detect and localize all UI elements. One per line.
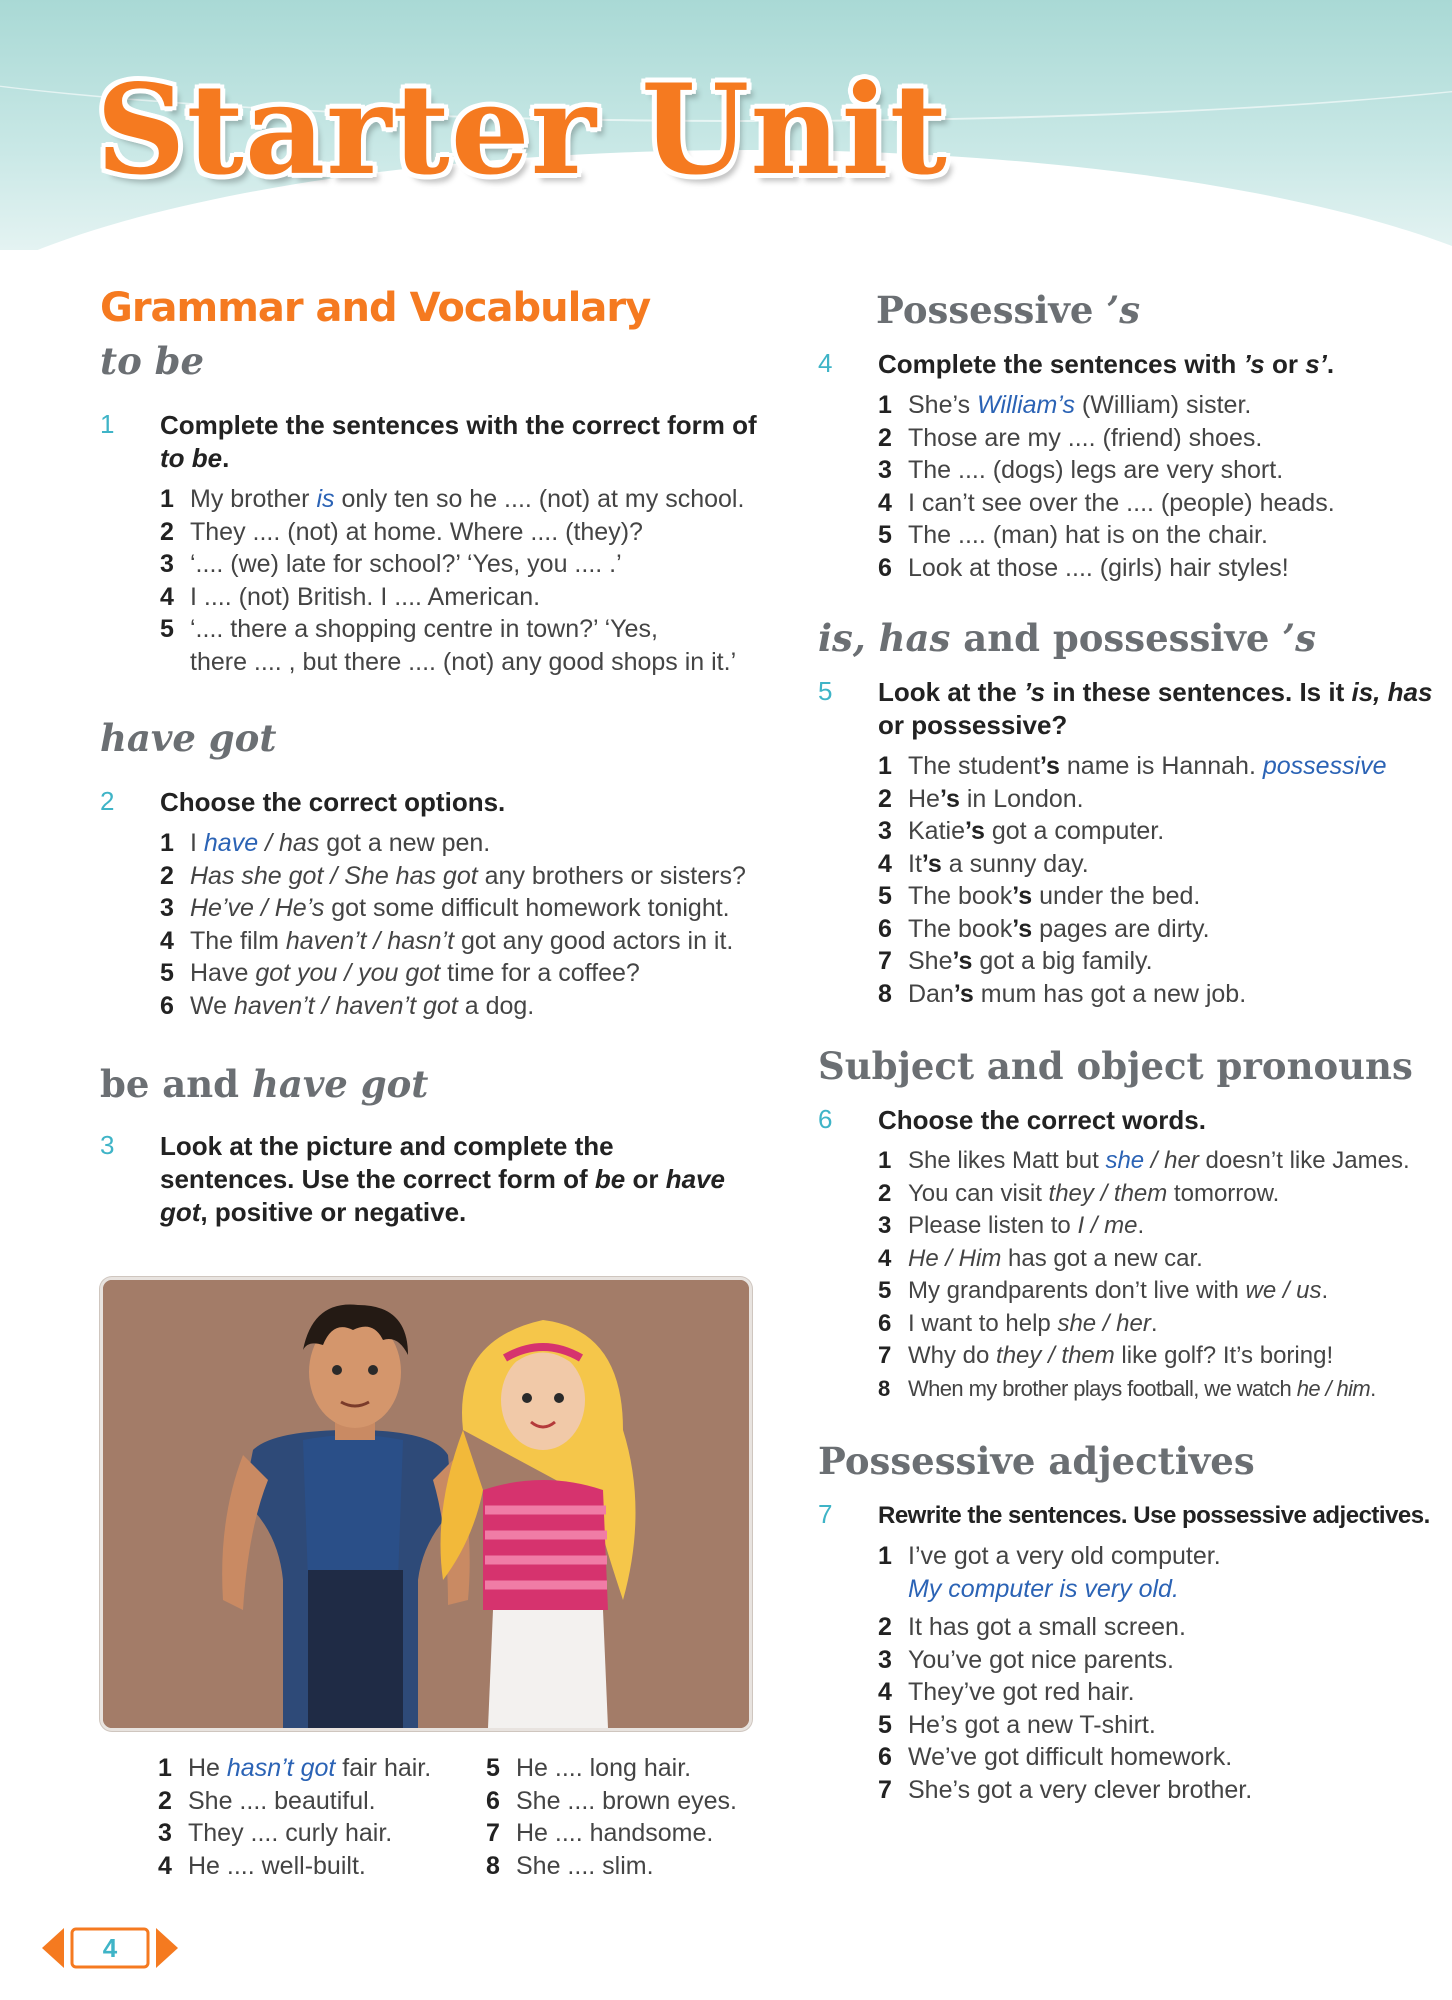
list-item: 2 She .... beautiful.	[158, 1786, 376, 1815]
list-item: 6 She .... brown eyes.	[486, 1786, 737, 1815]
section-title-have-got: have got	[100, 716, 277, 760]
exercise-instruction: Complete the sentences with the correct form of to be.	[160, 410, 757, 473]
list-item: 8 She .... slim.	[486, 1851, 654, 1880]
list-item: 5 He .... long hair.	[486, 1754, 692, 1782]
list-item: 2 You can visit they / them tomorrow.	[878, 1179, 1280, 1207]
exercise-5	[818, 676, 1452, 1010]
list-item: 3 Katie’s got a computer.	[878, 817, 1165, 845]
list-item: 1 She’s William’s (William) sister.	[878, 391, 1252, 419]
exercise-number: 4	[818, 348, 833, 378]
section-title-possessive-s: Possessive ’s	[876, 288, 1141, 332]
list-item: 7 She’s got a big family.	[878, 947, 1153, 975]
list-item: 2 It has got a small screen.	[878, 1613, 1186, 1641]
section-title-to-be: to be	[100, 339, 205, 383]
prev-arrow-icon	[42, 1928, 64, 1968]
section-title-pronouns: Subject and object pronouns	[818, 1044, 1413, 1088]
list-item: 4 It’s a sunny day.	[878, 849, 1089, 878]
list-item: 3 Please listen to I / me.	[878, 1212, 1145, 1239]
section-title-is-has-possessive: is, has and possessive ’s	[818, 616, 1316, 660]
exercise-number: 6	[818, 1104, 833, 1134]
illustration-svg	[103, 1280, 749, 1728]
list-item: 8 When my brother plays football, we watch he / him.	[878, 1375, 1376, 1401]
page-number: 4	[102, 1933, 118, 1963]
list-item: 7 He .... handsome.	[486, 1819, 714, 1847]
exercise-number: 3	[100, 1130, 115, 1160]
exercise-4	[818, 348, 1452, 584]
list-item: 4 He .... well-built.	[158, 1851, 366, 1880]
list-item: 4 I .... (not) British. I .... American.	[160, 582, 541, 611]
list-item: 1 She likes Matt but she / her doesn’t like James.	[878, 1147, 1410, 1174]
list-item: 5 My grandparents don’t live with we / us.	[878, 1277, 1329, 1304]
left-column	[100, 285, 760, 1229]
exercise-number: 1	[100, 409, 115, 439]
list-item: 4 They’ve got red hair.	[878, 1678, 1135, 1706]
list-item: 2 He’s in London.	[878, 784, 1084, 813]
exercise-number: 7	[818, 1499, 833, 1529]
illustration-boy-and-girl	[100, 1277, 752, 1731]
exercise-2	[100, 786, 760, 1022]
exercise-instruction: Rewrite the sentences. Use possessive adjectives.	[878, 1502, 1430, 1529]
exercise-1	[100, 409, 760, 678]
list-item: 7 Why do they / them like golf? It’s boring!	[878, 1342, 1334, 1369]
list-item: 2 Has she got / She has got any brothers or sisters?	[160, 861, 746, 890]
list-item: 3 ‘.... (we) late for school?’ ‘Yes, you .... .’	[160, 550, 622, 578]
main-heading: Grammar and Vocabulary	[100, 285, 651, 331]
list-item: 2 They .... (not) at home. Where .... (they)?	[160, 517, 643, 546]
exercise-instruction: Look at the ’s in these sentences. Is it is, has or possessive?	[878, 677, 1433, 740]
list-item: 6 The book’s pages are dirty.	[878, 914, 1210, 943]
list-item: 2 Those are my .... (friend) shoes.	[878, 423, 1263, 452]
exercise-instruction: Look at the picture and complete the sentences. Use the correct form of be or have got, positive or negative.	[160, 1131, 725, 1227]
next-arrow-icon	[156, 1928, 178, 1968]
list-item: 6 We haven’t / haven’t got a dog.	[160, 991, 535, 1020]
list-item: 1 My brother is only ten so he .... (not) at my school.	[160, 485, 745, 513]
exercise-number: 5	[818, 676, 833, 706]
list-item: 1 I have / has got a new pen.	[160, 829, 491, 857]
page-title: Starter Unit	[96, 58, 948, 203]
section-title-be-have-got: be and have got	[100, 1062, 429, 1106]
list-item: 3 He’ve / He’s got some difficult homework tonight.	[160, 894, 730, 922]
right-column	[818, 288, 1452, 1806]
list-item: 1 I’ve got a very old computer. My computer is very old.	[878, 1542, 1221, 1603]
list-item: 4 I can’t see over the .... (people) heads.	[878, 488, 1335, 517]
list-item: 5 The .... (man) hat is on the chair.	[878, 521, 1268, 549]
list-item: 1 He hasn’t got fair hair.	[158, 1754, 432, 1782]
list-item: 8 Dan’s mum has got a new job.	[878, 979, 1247, 1008]
exercise-6	[818, 1104, 1452, 1405]
list-item: 3 The .... (dogs) legs are very short.	[878, 456, 1284, 484]
list-item: 5 Have got you / you got time for a coffee?	[160, 959, 640, 987]
list-item: 7 She’s got a very clever brother.	[878, 1775, 1253, 1804]
exercise-instruction: Complete the sentences with ’s or s’.	[878, 349, 1335, 379]
exercise-number: 2	[100, 786, 115, 816]
list-item: 5 He’s got a new T-shirt.	[878, 1710, 1156, 1739]
exercise-instruction: Choose the correct words.	[878, 1105, 1206, 1135]
page-number-tab	[42, 1925, 178, 1971]
list-item: 1 The student’s name is Hannah. possessive	[878, 752, 1387, 780]
section-title-possessive-adjectives: Possessive adjectives	[818, 1439, 1255, 1483]
list-item: 6 We’ve got difficult homework.	[878, 1743, 1233, 1771]
list-item: 6 Look at those .... (girls) hair styles!	[878, 553, 1289, 582]
exercise-3	[100, 1130, 760, 1229]
list-item: 6 I want to help she / her.	[878, 1309, 1158, 1337]
list-item: 4 The film haven’t / hasn’t got any good actors in it.	[160, 926, 734, 955]
exercise-instruction: Choose the correct options.	[160, 787, 506, 817]
list-item: 5 ‘.... there a shopping centre in town?’ ‘Yes, there .... , but there .... (not) any good shops in it.’	[160, 615, 737, 676]
list-item: 5 The book’s under the bed.	[878, 882, 1201, 910]
list-item: 3 They .... curly hair.	[158, 1819, 393, 1847]
list-item: 3 You’ve got nice parents.	[878, 1645, 1174, 1674]
exercise-7	[818, 1499, 1452, 1806]
list-item: 4 He / Him has got a new car.	[878, 1244, 1203, 1272]
